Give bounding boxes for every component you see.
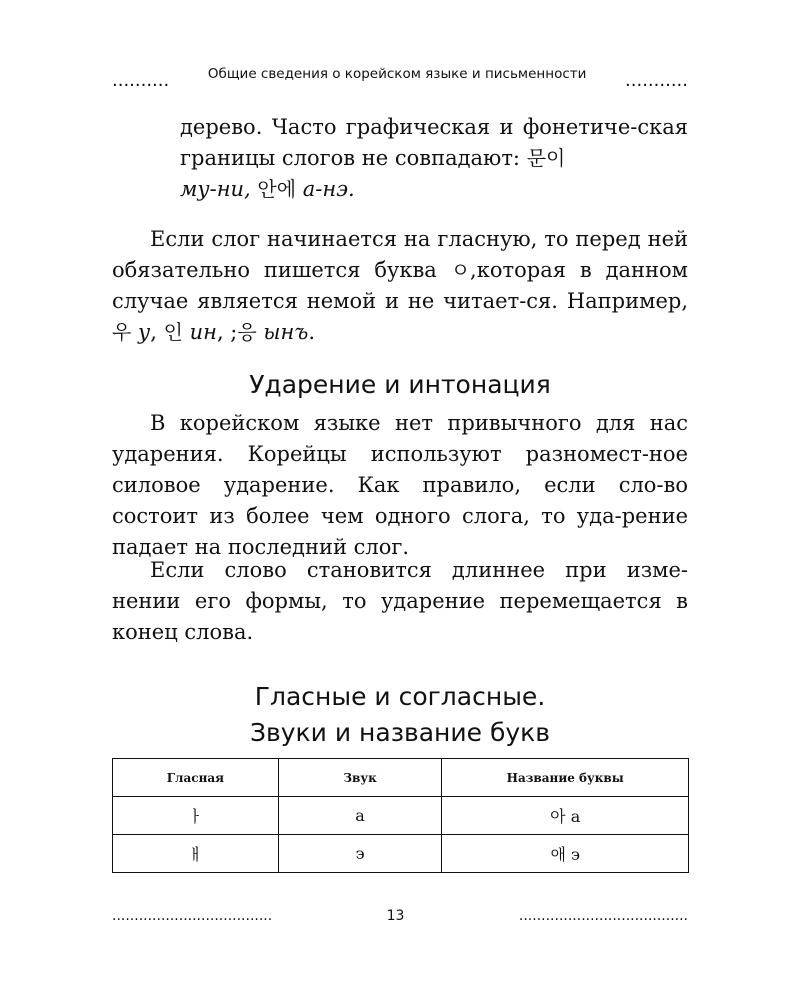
table-row <box>113 797 689 835</box>
section-heading-stress: Ударение и интонация <box>249 370 551 399</box>
table-cell-sound: э <box>278 835 442 873</box>
footer-dots-right: ...................................... <box>518 908 688 924</box>
para1-text: дерево. Часто графическая и фонетиче-ская границы слогов не совпадают: <box>180 115 688 170</box>
para2-end: . <box>308 320 316 344</box>
table-cell-vowel: ㅏ <box>113 797 279 835</box>
footer-dots-left: .................................... <box>112 908 273 924</box>
korean-letter-ieung: ㅇ <box>450 258 471 282</box>
paragraph-stress-1 <box>112 408 688 563</box>
column-header-vowel: Гласная <box>113 759 279 797</box>
korean-word-in: 인 <box>163 320 183 344</box>
paragraph-silent-letter <box>112 224 688 348</box>
romanization-eung: ынъ <box>263 320 309 344</box>
vowels-table <box>112 758 689 873</box>
section-heading-vowels-line2: Звуки и название букв <box>249 718 551 747</box>
korean-word-ane: 안에 <box>257 177 297 201</box>
para2-sep-1: , <box>150 320 164 344</box>
table-cell-sound: а <box>278 797 442 835</box>
para2-text-1: Если слог начинается на гласную, то перед ней обязательно пишется буква <box>112 227 688 282</box>
romanization-u: у <box>138 320 151 344</box>
romanization-in: ин <box>189 320 217 344</box>
paragraph-continuation <box>112 112 688 205</box>
stress-text-2: Если слово становится длиннее при изме-нении его формы, то ударение перемещается в конец слова. <box>112 558 688 644</box>
table-cell-vowel: ㅐ <box>113 835 279 873</box>
header-dots-right: ........... <box>625 72 688 90</box>
running-title: Общие сведения о корейском языке и письменности <box>207 66 587 82</box>
table-row <box>113 835 689 873</box>
table-cell-letter-name: 애 э <box>442 835 689 873</box>
romanization-muni: му-ни, <box>180 177 251 201</box>
romanization-ane: а-нэ. <box>302 177 355 201</box>
stress-text-1: В корейском языке нет привычного для нас ударения. Корейцы используют разномест-ное силовое ударение. Как правило, если сло-во состоит из более чем одного слога, то уда-рение падает на последний слог. <box>112 411 688 559</box>
table-header-row <box>113 759 689 797</box>
korean-word-muni: 문이 <box>526 146 566 170</box>
column-header-letter-name: Название буквы <box>442 759 689 797</box>
section-heading-vowels-line1: Гласные и согласные. <box>254 682 546 711</box>
header-dots-left: .......... <box>112 72 170 90</box>
korean-word-u: 우 <box>112 320 132 344</box>
page-number: 13 <box>386 908 405 924</box>
para2-sep-2: , ; <box>216 320 238 344</box>
page-footer <box>112 906 688 926</box>
table-cell-letter-name: 아 а <box>442 797 689 835</box>
running-header <box>112 66 688 90</box>
para2-text-2: ,которая в данном случае является немой и не читает-ся. Например, <box>112 258 689 313</box>
column-header-sound: Звук <box>278 759 442 797</box>
korean-word-eung: 응 <box>237 320 257 344</box>
paragraph-stress-2 <box>112 555 688 648</box>
